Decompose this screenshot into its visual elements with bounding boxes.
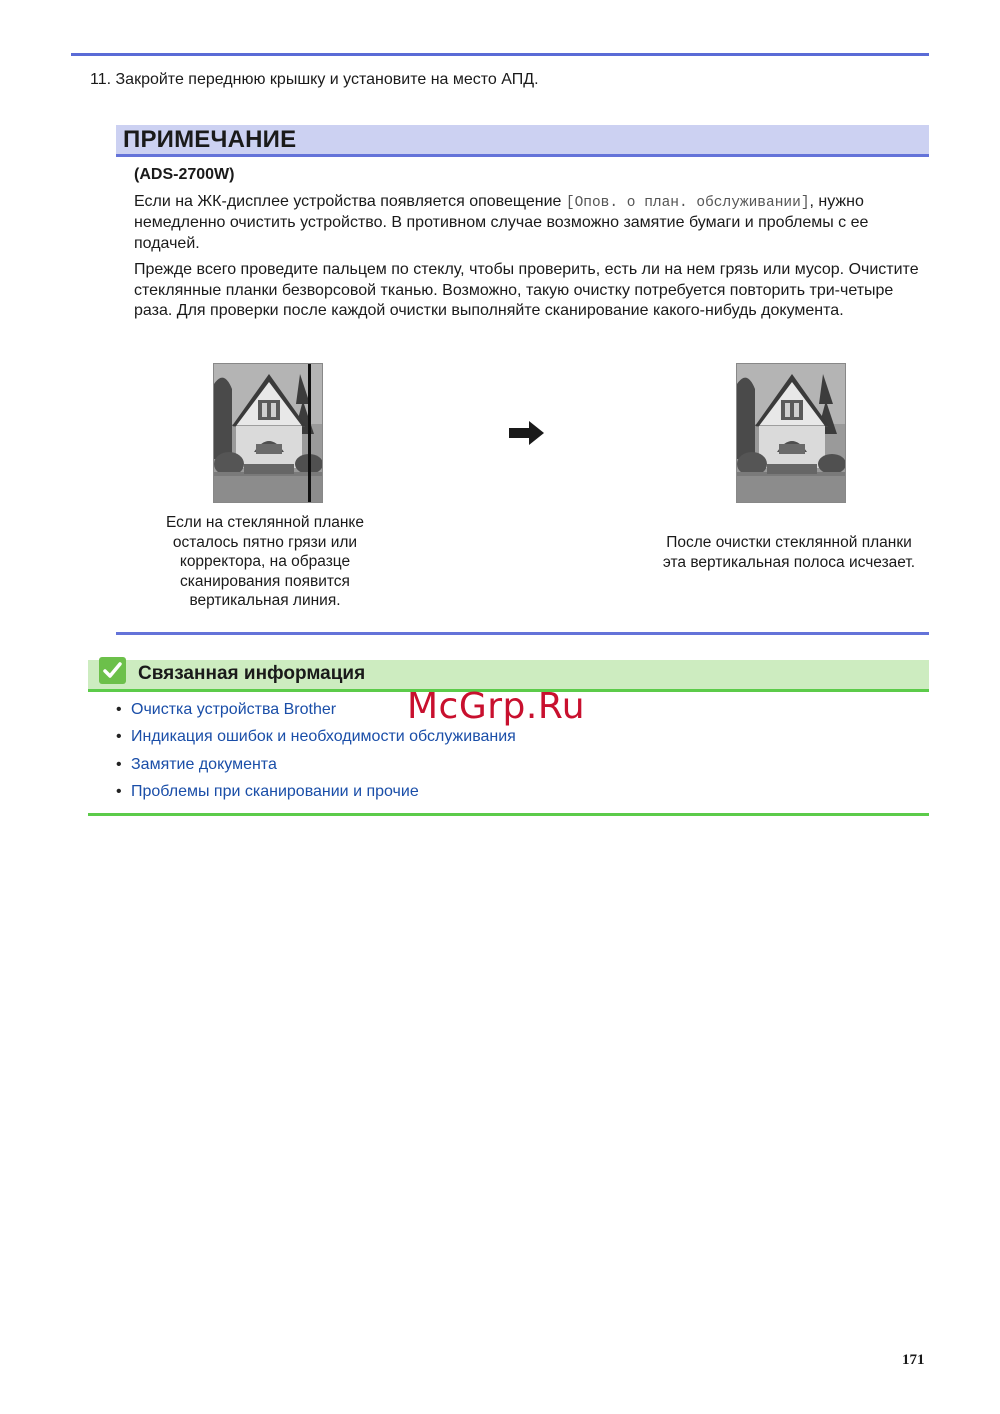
checkmark-icon xyxy=(99,657,126,684)
bullet-icon: • xyxy=(116,755,122,773)
link-cleaning-brother[interactable]: Очистка устройства Brother xyxy=(131,701,337,718)
note-bottom-rule xyxy=(116,632,929,635)
top-rule xyxy=(71,53,929,56)
list-item xyxy=(116,728,516,755)
arrow-right-icon xyxy=(509,421,544,445)
note-body xyxy=(134,165,924,328)
step-11-text: 11. Закройте переднюю крышку и установите на место АПД. xyxy=(90,71,539,88)
p1-before: Если на ЖК-дисплее устройства появляется оповещение xyxy=(134,192,566,210)
note-paragraph-2: Прежде всего проведите пальцем по стеклу, чтобы проверить, есть ли на нем грязь или мусор. Очистите стеклянные планки безворсовой тканью. Возможно, такую очистку потребуется повторить три-четыре раза. Для проверки после каждой очистки выполняйте сканирование какого-нибудь документа. xyxy=(134,261,919,319)
model-label: (ADS-2700W) xyxy=(134,166,235,183)
related-bottom-rule xyxy=(88,813,929,816)
link-scanning-problems[interactable]: Проблемы при сканировании и прочие xyxy=(131,782,419,800)
caption-left: Если на стеклянной планке осталось пятно грязи или корректора, на образце сканирования появится вертикальная линия. xyxy=(166,514,364,609)
lcd-message-code: [Опов. о план. обслуживании] xyxy=(565,194,810,211)
bullet-icon: • xyxy=(116,728,122,746)
note-paragraph-1 xyxy=(134,192,924,255)
scan-sample-with-line xyxy=(213,363,323,503)
scan-sample-clean xyxy=(736,363,846,503)
bullet-icon: • xyxy=(116,782,122,800)
link-document-jam[interactable]: Замятие документа xyxy=(131,755,277,773)
list-item xyxy=(116,756,516,783)
house-image-clean xyxy=(737,364,845,502)
related-info-title: Связанная информация xyxy=(138,663,366,684)
list-item xyxy=(116,783,516,810)
note-header xyxy=(116,125,929,157)
note-title: ПРИМЕЧАНИЕ xyxy=(123,126,297,153)
caption-right: После очистки стеклянной планки эта вертикальная полоса исчезает. xyxy=(662,534,916,571)
bullet-icon: • xyxy=(116,701,122,718)
p1-after: , нужно немедленно очистить устройство. В противном случае возможно замятие бумаги и проблемы с ее подачей. xyxy=(134,192,869,252)
watermark: McGrp.Ru xyxy=(407,686,586,727)
page-number: 171 xyxy=(902,1352,925,1368)
link-error-maintenance[interactable]: Индикация ошибок и необходимости обслуживания xyxy=(131,728,516,746)
house-image-dirty xyxy=(214,364,322,502)
